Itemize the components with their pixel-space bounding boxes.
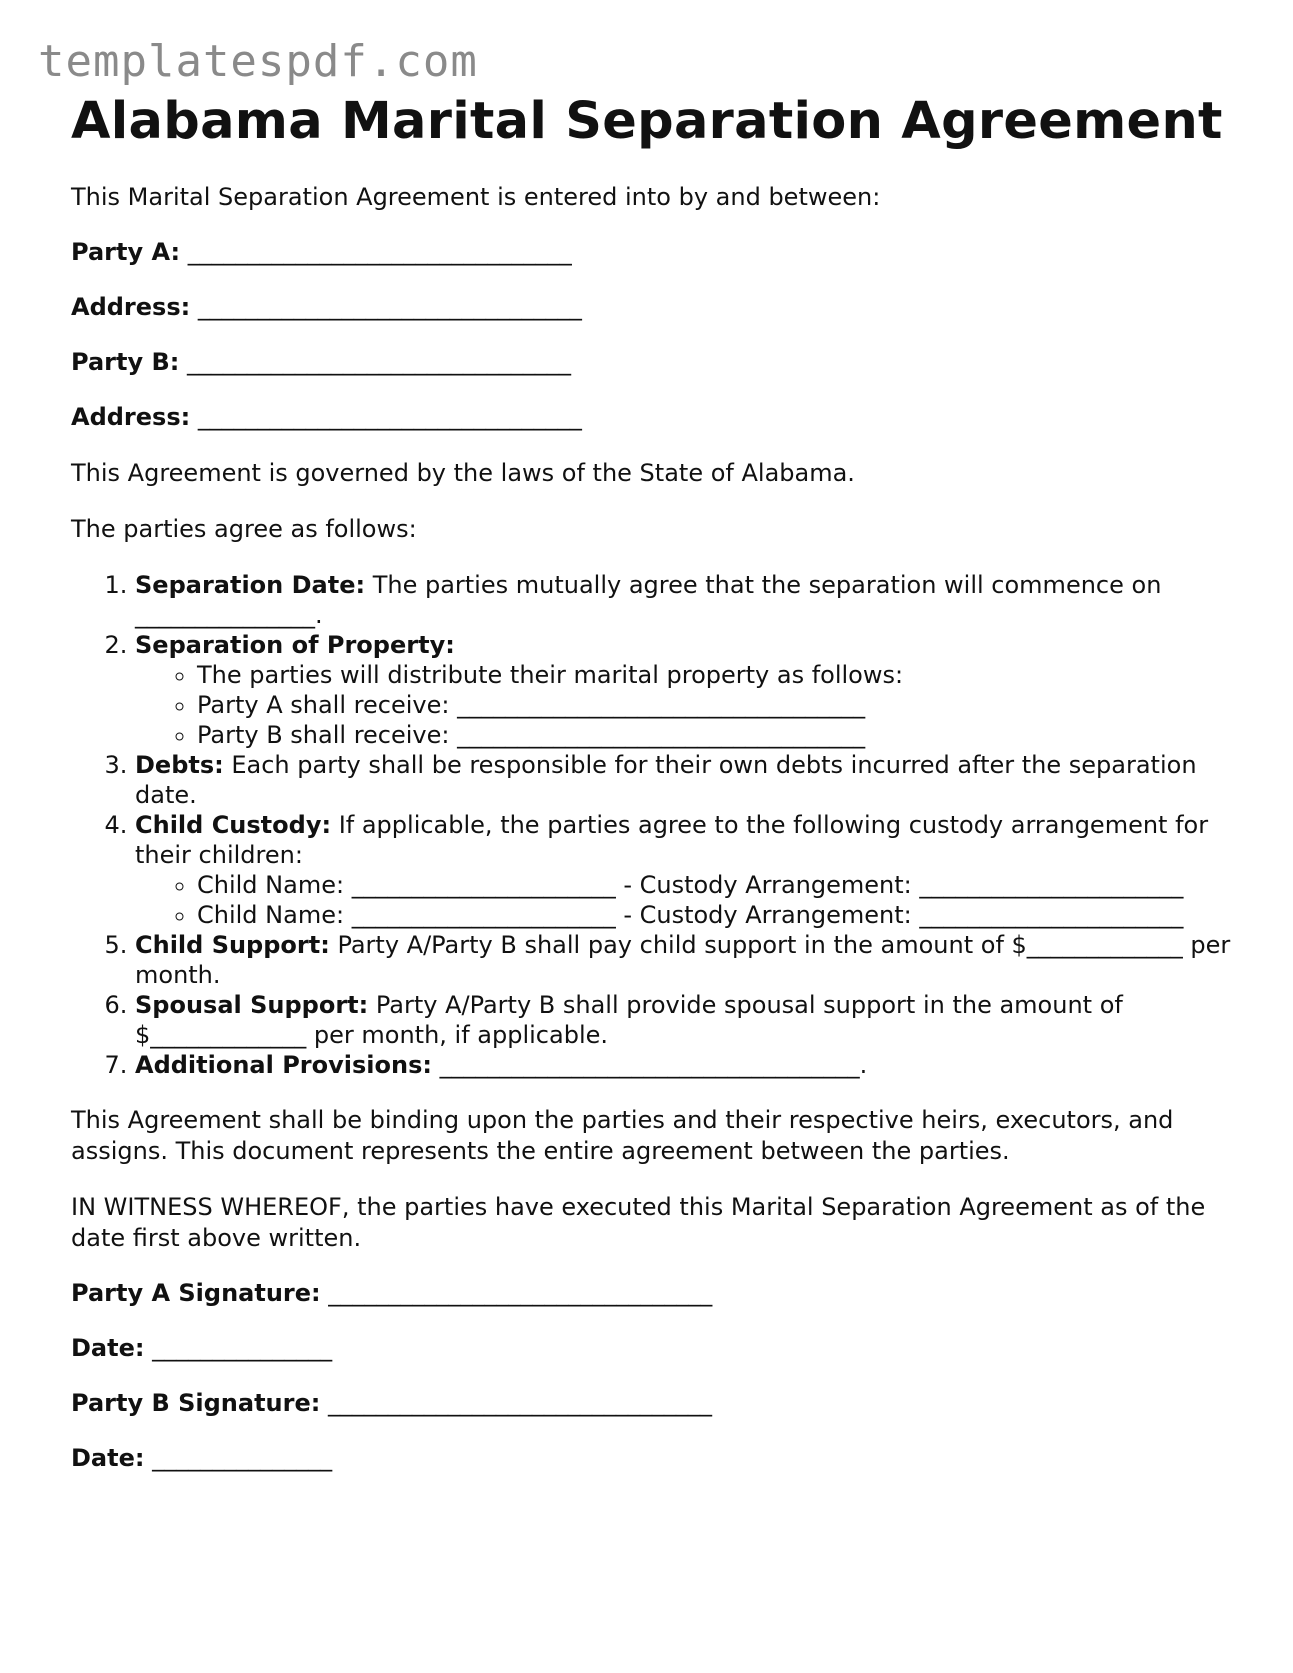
address-b-field [71, 402, 1231, 433]
list-item: ◦ Child Name: ______________________ - Custody Arrangement: ______________________ [197, 900, 1231, 930]
date-b-label: Date: [71, 1444, 145, 1472]
party-b-signature-blank[interactable]: ________________________________ [327, 1389, 712, 1417]
date-a-field [71, 1333, 1231, 1364]
list-item: ◦ Child Name: ______________________ - Custody Arrangement: ______________________ [197, 870, 1231, 900]
term-label: Debts: [135, 751, 224, 779]
term-label: Separation Date: [135, 571, 366, 599]
party-b-blank[interactable]: ________________________________ [186, 348, 571, 376]
party-a-field [71, 237, 1231, 268]
party-b-signature-field [71, 1388, 1231, 1419]
address-a-blank[interactable]: ________________________________ [197, 293, 582, 321]
term-spousal-support [135, 990, 1231, 1050]
list-item: ◦ Party A shall receive: __________________________________ [197, 690, 1231, 720]
term-debts [135, 750, 1231, 810]
party-a-label: Party A: [71, 238, 181, 266]
party-b-signature-label: Party B Signature: [71, 1389, 321, 1417]
term-label: Child Custody: [135, 811, 332, 839]
address-a-label: Address: [71, 293, 191, 321]
binding-text: This Agreement shall be binding upon the parties and their respective heirs, executors, and assigns. This document represents the entire agreement between the parties. [71, 1106, 1174, 1165]
address-a-field [71, 292, 1231, 323]
term-label: Child Support: [135, 931, 330, 959]
term-separation-date [135, 570, 1231, 630]
document-page [71, 88, 1231, 1474]
watermark: templatespdf.com [38, 36, 478, 87]
term-text: The parties mutually agree that the separation will commence on _______________. [135, 571, 1162, 629]
party-a-signature-field [71, 1278, 1231, 1309]
term-text: Each party shall be responsible for their own debts incurred after the separation date. [135, 751, 1197, 809]
page-title: Alabama Marital Separation Agreement [71, 92, 1223, 151]
list-item: ◦ Party B shall receive: __________________________________ [197, 720, 1231, 750]
term-additional [135, 1050, 1231, 1080]
address-b-blank[interactable]: ________________________________ [197, 403, 582, 431]
term-text: If applicable, the parties agree to the following custody arrangement for their children: [135, 811, 1209, 869]
property-sublist [135, 660, 1231, 750]
date-a-label: Date: [71, 1334, 145, 1362]
term-label: Additional Provisions: [135, 1051, 432, 1079]
term-text: ___________________________________. [431, 1051, 868, 1079]
date-a-blank[interactable]: _______________ [152, 1334, 333, 1362]
party-b-field [71, 347, 1231, 378]
custody-sublist [135, 870, 1231, 930]
witness-text: IN WITNESS WHEREOF, the parties have executed this Marital Separation Agreement as of the date first above written. [71, 1193, 1206, 1252]
party-b-label: Party B: [71, 348, 180, 376]
party-a-blank[interactable]: ________________________________ [187, 238, 572, 266]
party-a-signature-label: Party A Signature: [71, 1279, 321, 1307]
term-label: Spousal Support: [135, 991, 369, 1019]
term-property [135, 630, 1231, 750]
term-text: Party A/Party B shall provide spousal support in the amount of $_____________ per month, if applicable. [135, 991, 1123, 1049]
intro-text: This Marital Separation Agreement is entered into by and between: [71, 183, 881, 211]
term-custody [135, 810, 1231, 930]
agree-intro-text: The parties agree as follows: [71, 515, 417, 543]
term-text: Party A/Party B shall pay child support in the amount of $_____________ per month. [135, 931, 1231, 989]
list-item: ◦ The parties will distribute their marital property as follows: [197, 660, 1231, 690]
term-child-support [135, 930, 1231, 990]
governing-law-text: This Agreement is governed by the laws of the State of Alabama. [71, 459, 855, 487]
terms-list [71, 570, 1231, 1080]
party-a-signature-blank[interactable]: ________________________________ [328, 1279, 713, 1307]
address-b-label: Address: [71, 403, 191, 431]
term-label: Separation of Property: [135, 631, 455, 659]
date-b-blank[interactable]: _______________ [152, 1444, 333, 1472]
date-b-field [71, 1443, 1231, 1474]
